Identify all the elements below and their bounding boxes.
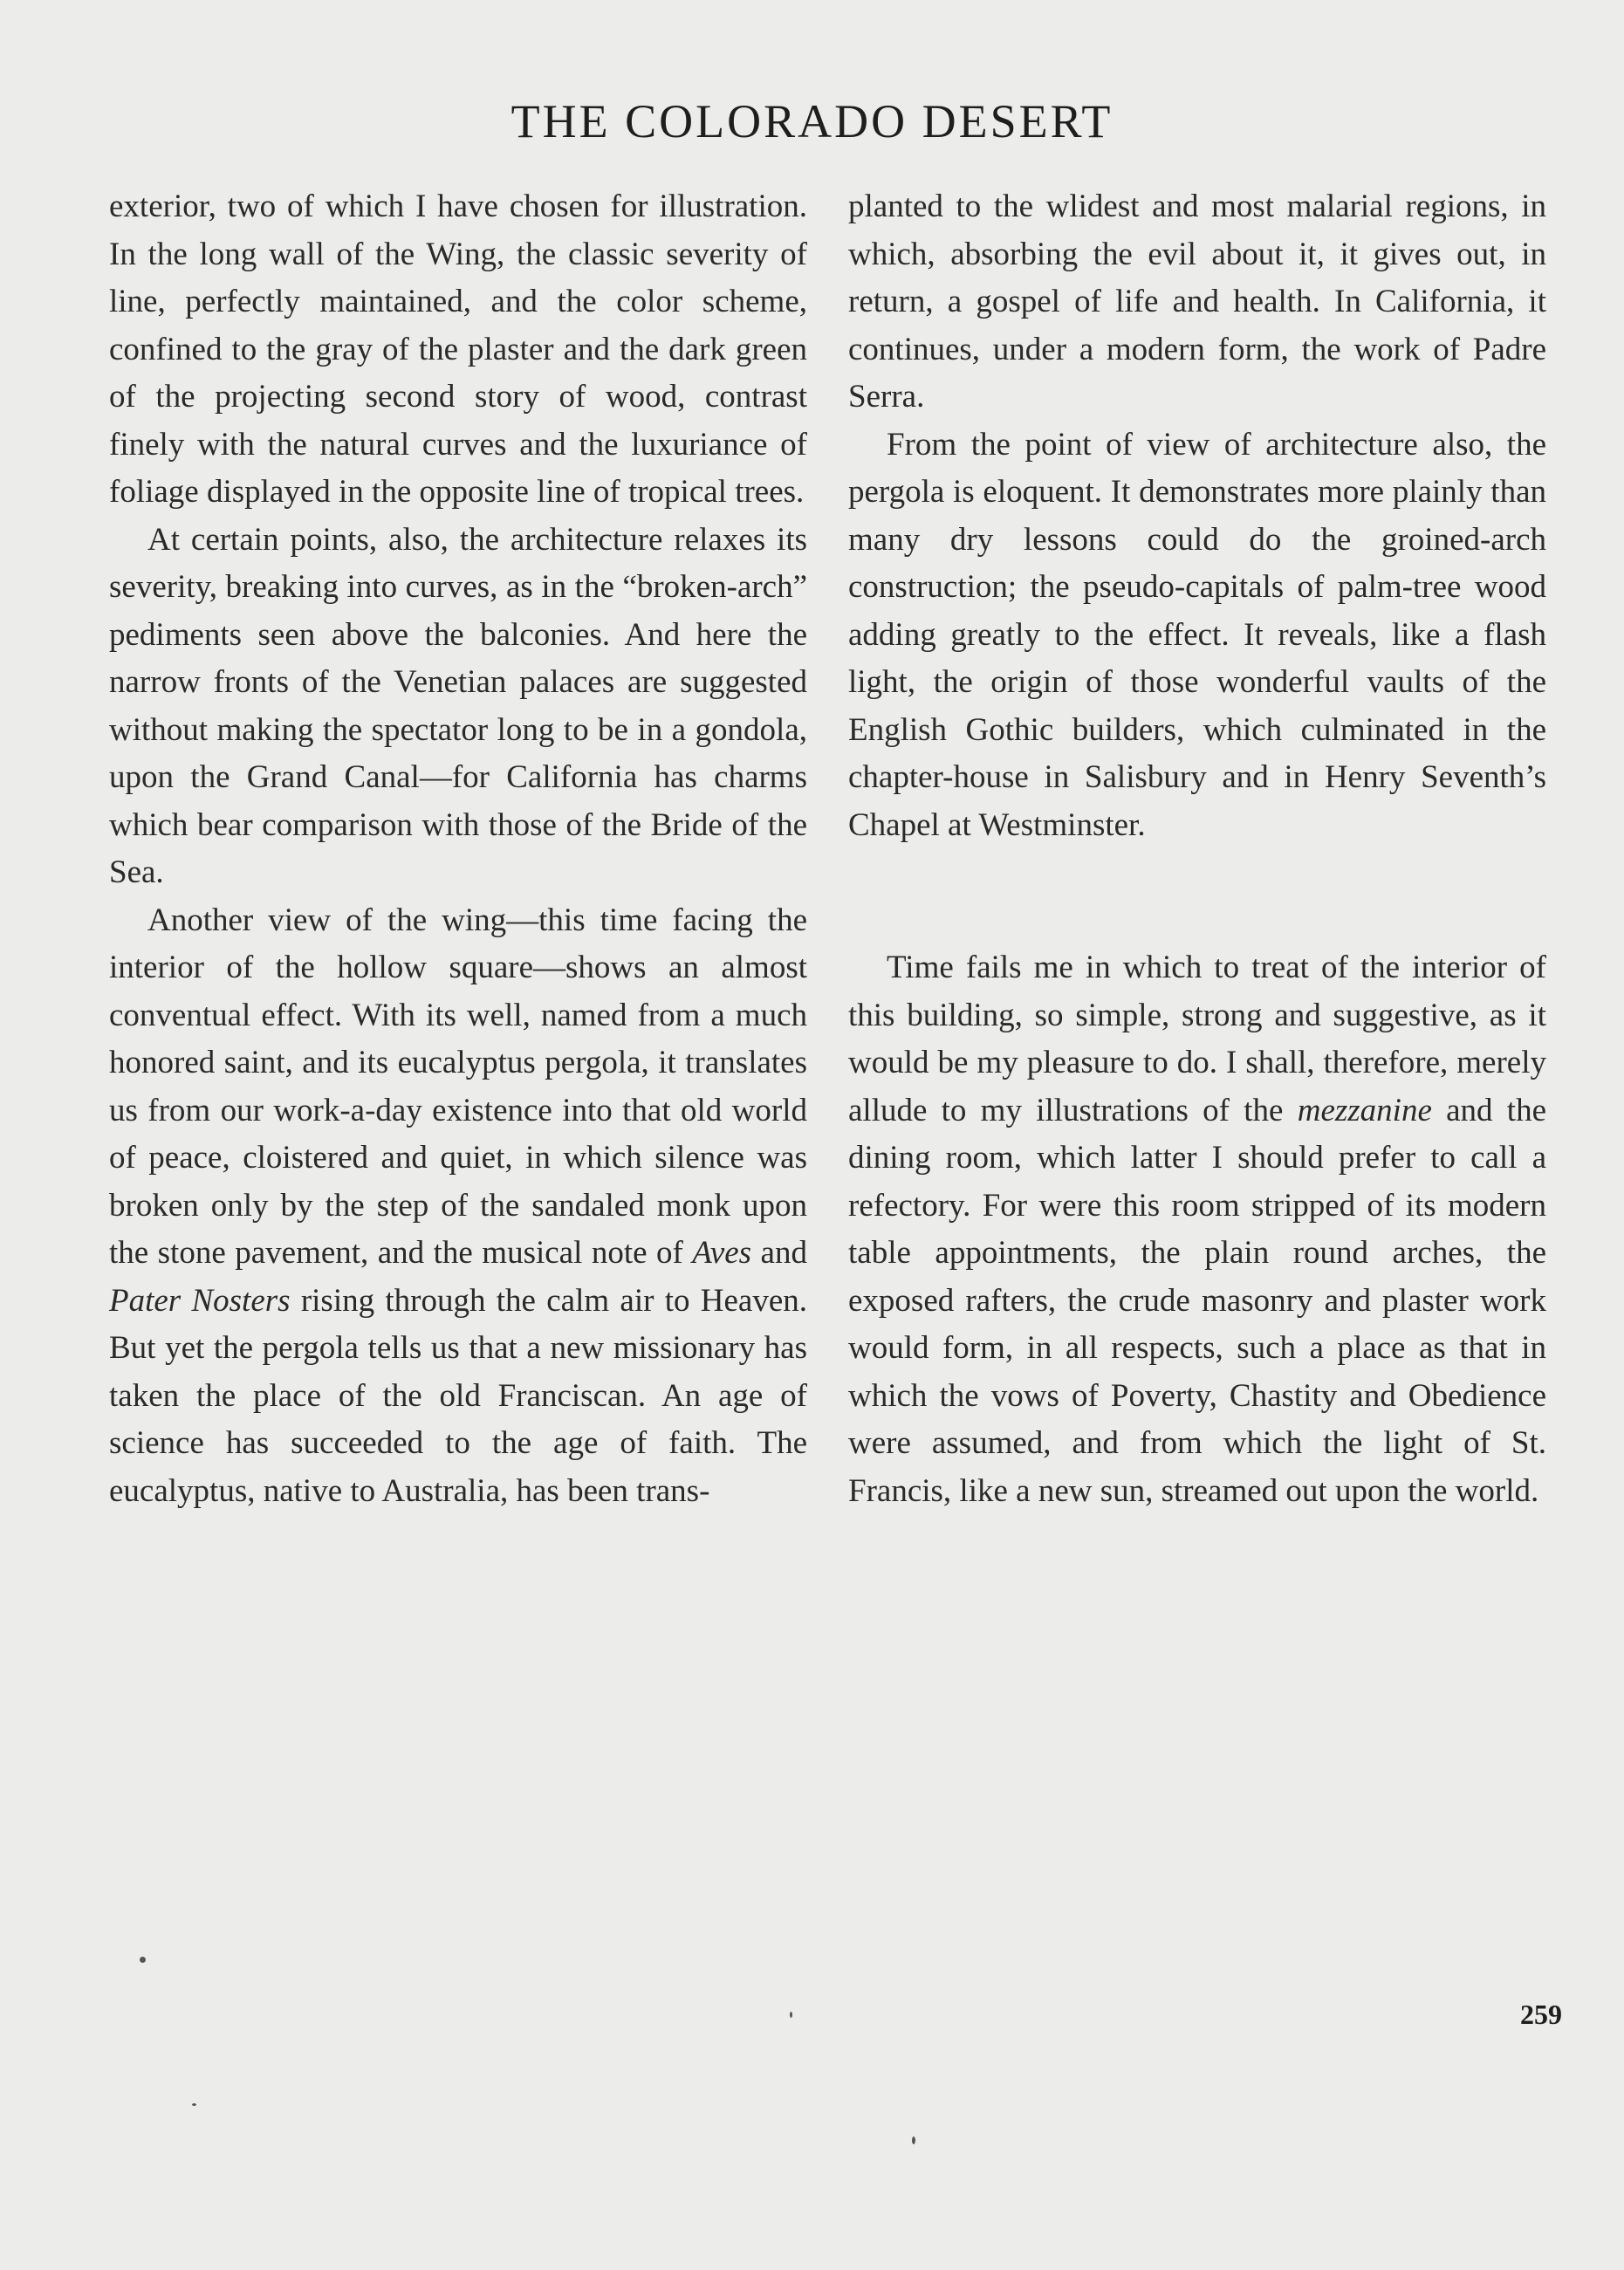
paper-speck	[790, 2012, 792, 2018]
left-paragraph-3-text-b: and	[751, 1235, 807, 1271]
left-paragraph-2: At certain points, also, the architecture relaxes its severity, breaking into curves, as in the “broken-arch” pediments seen above the balconies. And here the narrow fronts of the Venetian palaces are suggested without making the spectator long to be in a gondola, upon the Grand Canal—for California has charms which bear comparison with those of the Bride of the Sea.	[109, 521, 807, 890]
aves-italic: Aves	[692, 1235, 752, 1271]
section-gap	[848, 849, 1546, 944]
paper-speck	[912, 2136, 915, 2144]
right-paragraph-2: From the point of view of architecture also, the pergola is eloquent. It demonstrates more plainly than many dry lessons could do the groined-arch construction; the pseudo-capitals of palm-tree wood adding greatly to the effect. It reveals, like a flash light, the origin of those wonderful vaults of the English Gothic builders, which culminated in the chapter-house in Salisbury and in Henry Seventh’s Chapel at Westminster.	[848, 426, 1546, 843]
left-paragraph-1: exterior, two of which I have chosen for illustration. In the long wall of the Wing, the classic severity of line, perfectly maintained, and the color scheme, confined to the gray of the plaster and the dark green of the projecting second story of wood, contrast finely with the natural curves and the luxuriance of foliage displayed in the opposite line of tropical trees.	[109, 189, 807, 510]
paper-speck	[140, 1957, 146, 1963]
running-head: THE COLORADO DESERT	[510, 95, 1114, 147]
left-paragraph-3-text-a: Another view of the wing—this time facing the interior of the hollow square—shows an almost conventual effect. With its well, named from a much honored saint, and its eucalyptus pergola, it translates us from our work-a-day existence into that old world of peace, cloistered and quiet, in which silence was broken only by the step of the sandaled monk upon the stone pavement, and the musical note of	[109, 902, 807, 1271]
page-number: 259	[1520, 1999, 1562, 2030]
right-paragraph-3-text-a: Time fails me in which to treat of the interior of this building, so simple, strong and suggestive, as it would be my pleasure to do. I shall, therefore, merely allude to my illustrations of the	[848, 950, 1546, 1128]
left-paragraph-3-text-c: rising through the calm air to Heaven. But yet the pergola tells us that a new missionary has taken the place of the old Franciscan. An age of science has succeeded to the age of faith. The eucalyptus, native to Australia, has been trans-	[109, 1282, 808, 1509]
pater-nosters-italic: Pater Nosters	[109, 1282, 291, 1319]
right-paragraph-1: planted to the wlidest and most malarial regions, in which, absorbing the evil about it, it gives out, in return, a gospel of life and health. In California, it continues, under a modern form, the work of Padre Serra.	[848, 189, 1546, 415]
mezzanine-italic: mezzanine	[1297, 1092, 1432, 1128]
right-paragraph-3-text-b: and the dining room, which latter I should prefer to call a refectory. For were this room stripped of its modern table appointments, the plain round arches, the exposed rafters, the crude masonry and plaster work would form, in all respects, such a place as that in which the vows of Poverty, Chastity and Obedience were assumed, and from which the light of St. Francis, like a new sun, streamed out upon the world.	[848, 1092, 1546, 1509]
right-paragraph-3	[848, 944, 1546, 1515]
paper-speck	[192, 2103, 196, 2106]
left-column	[109, 183, 807, 1515]
right-column	[848, 183, 1546, 1515]
left-paragraph-3	[109, 897, 807, 1516]
